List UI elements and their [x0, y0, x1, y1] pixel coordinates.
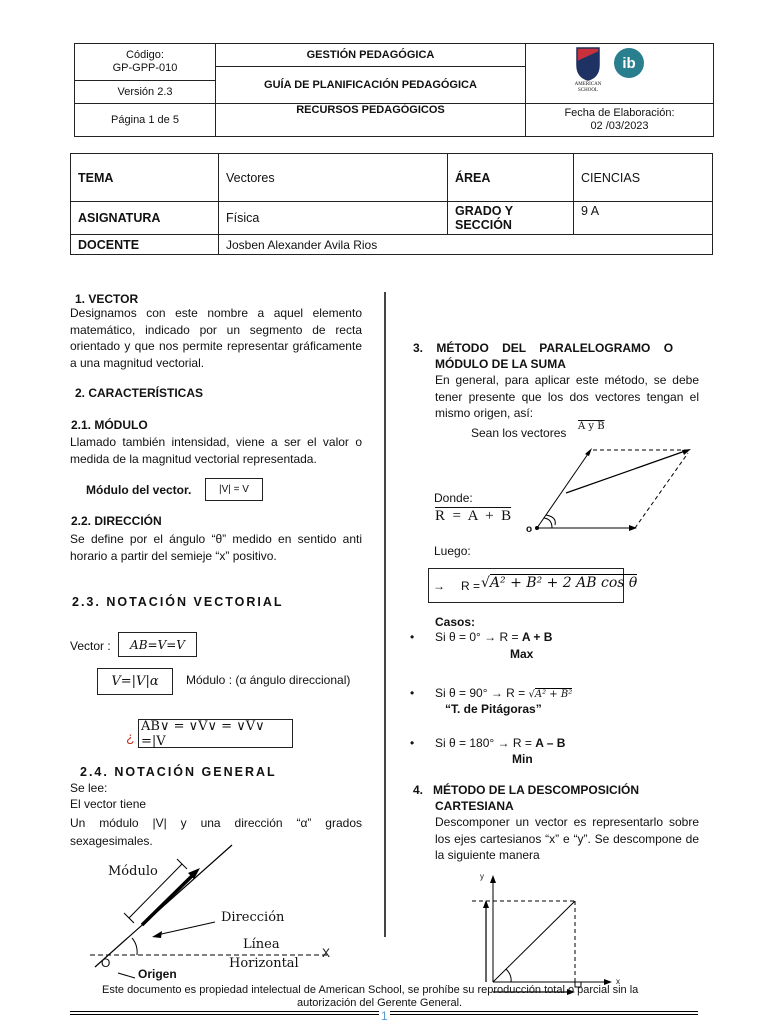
guia-title: GUÍA DE PLANIFICACIÓN PEDAGÓGICA [264, 78, 477, 91]
diagram-modulo-label: Módulo [108, 864, 158, 879]
resultant-root: √A² + B² + 2 AB cos θ [481, 575, 638, 591]
page-number: 1 [381, 1009, 388, 1023]
codigo-value: GP-GPP-010 [112, 62, 178, 74]
american-school-logo-text: AMERICAN SCHOOL [574, 82, 602, 93]
version-cell [74, 80, 216, 104]
luego-label: Luego: [434, 544, 471, 558]
section-2-title: 2. CARACTERÍSTICAS [75, 386, 204, 400]
axis-y-label: y [480, 872, 484, 881]
diagram-linea-label: Línea [243, 937, 280, 952]
casos-label: Casos: [435, 615, 476, 629]
asignatura-value: Física [218, 201, 448, 235]
cartesian-diagram [480, 872, 640, 992]
gestion-title: GESTIÓN PEDAGÓGICA [306, 48, 435, 61]
american-school-logo [576, 47, 600, 81]
recursos-title: RECURSOS PEDAGÓGICOS [296, 104, 445, 116]
section-2-1-title: 2.1. MÓDULO [71, 418, 148, 432]
donde-label: Donde: [434, 491, 473, 505]
abs-formula-box: AB∨ = ∨V∨ = ∨V∨ =|V [138, 719, 293, 748]
caso-0-note: Max [510, 647, 534, 661]
caso-0: Si θ = 0° → R = A + B [435, 630, 553, 644]
polar-text: Módulo : (α ángulo direccional) [186, 673, 351, 687]
caso-180-note: Min [512, 752, 533, 766]
footer-text-line-2: autorización del Gerente General. [297, 997, 463, 1009]
section-3-title: 3. MÉTODO DEL PARALELOGRAMO O [413, 341, 674, 355]
section-2-2-text: Se define por el ángulo “θ” medido en sentido anti horario a partir del semieje “x” positivo. [70, 532, 362, 563]
recursos-cell [215, 103, 526, 137]
axis-x-label: x [616, 977, 620, 986]
caso-90: Si θ = 90° → R = √A² + B² [435, 686, 573, 700]
pagina-cell [74, 103, 216, 137]
codigo-cell [74, 43, 216, 81]
caso-90-note: “T. de Pitágoras” [445, 702, 542, 716]
bullet: • [410, 736, 415, 750]
section-1-text: Designamos con este nombre a aquel elemento matemático, indicado por un segmento de recta orientado y que nos permite representar gráficamente a una magnitud vectorial. [70, 306, 362, 370]
resultant-formula-box [428, 568, 638, 603]
modulo-formula-box: |V| = V [205, 478, 263, 501]
area-value: CIENCIAS [573, 153, 713, 202]
tema-label: TEMA [70, 153, 219, 202]
ib-logo: ib [614, 48, 644, 78]
arrow-symbol: → [433, 579, 445, 593]
section-2-1-text: Llamado también intensidad, viene a ser el valor o medida de la magnitud vectorial representada. [70, 435, 362, 466]
diagram-x-label: X [322, 946, 331, 960]
diagram-origen-label: Origen [138, 967, 177, 981]
caso-180: Si θ = 180° → R = A – B [435, 736, 566, 750]
se-lee: Se lee: [70, 781, 108, 795]
fecha-label: Fecha de Elaboración: [564, 107, 675, 119]
section-4-title-cont: CARTESIANA [435, 799, 514, 813]
vector-formula-box: AB=V=V [118, 632, 197, 657]
bullet: • [410, 630, 415, 644]
column-divider [384, 292, 386, 937]
pagina: Página 1 de 5 [111, 113, 179, 126]
modulo-label: Módulo del vector. [86, 483, 192, 497]
fecha-cell [525, 103, 714, 137]
logos-cell [525, 43, 714, 104]
sean-vectores: Sean los vectores [471, 426, 567, 440]
polar-formula-box: V=|V|α [97, 668, 173, 695]
section-1-title: 1. VECTOR [75, 292, 139, 306]
grado-value: 9 A [573, 201, 713, 235]
bullet: • [410, 686, 415, 700]
diagram-direccion-label: Dirección [221, 910, 285, 925]
area-label: ÁREA [447, 153, 574, 202]
codigo-label: Código: [126, 49, 164, 61]
section-3-text: En general, para aplicar este método, se debe tener presente que los dos vectores tengan el mismo origen, así: [435, 373, 699, 420]
o-label: o [526, 524, 533, 535]
parallelogram-diagram [530, 445, 730, 545]
abs-prefix: ¿ [126, 729, 135, 745]
grado-label: GRADO Y SECCIÓN [447, 201, 574, 235]
r-sum-formula: R = A + B [435, 508, 512, 524]
docente-value: Josben Alexander Avila Rios [218, 234, 713, 255]
section-4-title: 4. MÉTODO DE LA DESCOMPOSICIÓN [413, 783, 640, 797]
version: Versión 2.3 [117, 85, 173, 98]
asignatura-label: ASIGNATURA [70, 201, 219, 235]
el-vector-tiene: El vector tiene [70, 797, 147, 811]
section-4-text: Descomponer un vector es representarlo sobre los ejes cartesianos “x” e “y”. Se descompone de la siguiente manera [435, 815, 699, 862]
sean-vectores-names: A y B [578, 421, 605, 432]
tema-value: Vectores [218, 153, 448, 202]
vector-label: Vector : [70, 639, 111, 653]
r-equals: R = [461, 579, 481, 593]
footer-text-line-1: Este documento es propiedad intelectual de American School, se prohíbe su reproducción total o parcial sin la [102, 984, 639, 996]
gestion-cell [215, 43, 526, 67]
section-2-2-title: 2.2. DIRECCIÓN [71, 514, 162, 528]
section-2-3-title: 2.3. NOTACIÓN VECTORIAL [72, 595, 284, 609]
diagram-horizontal-label: Horizontal [229, 956, 299, 971]
docente-label: DOCENTE [70, 234, 219, 255]
guia-cell [215, 66, 526, 104]
section-2-4-title: 2.4. NOTACIÓN GENERAL [80, 765, 277, 779]
section-3-title-cont: MÓDULO DE LA SUMA [435, 357, 566, 371]
fecha-value: 02 /03/2023 [590, 120, 649, 132]
modulo-direccion-text: Un módulo |V| y una dirección “α” grados sexagesimales. [70, 816, 362, 848]
diagram-o-label: O [101, 956, 111, 970]
